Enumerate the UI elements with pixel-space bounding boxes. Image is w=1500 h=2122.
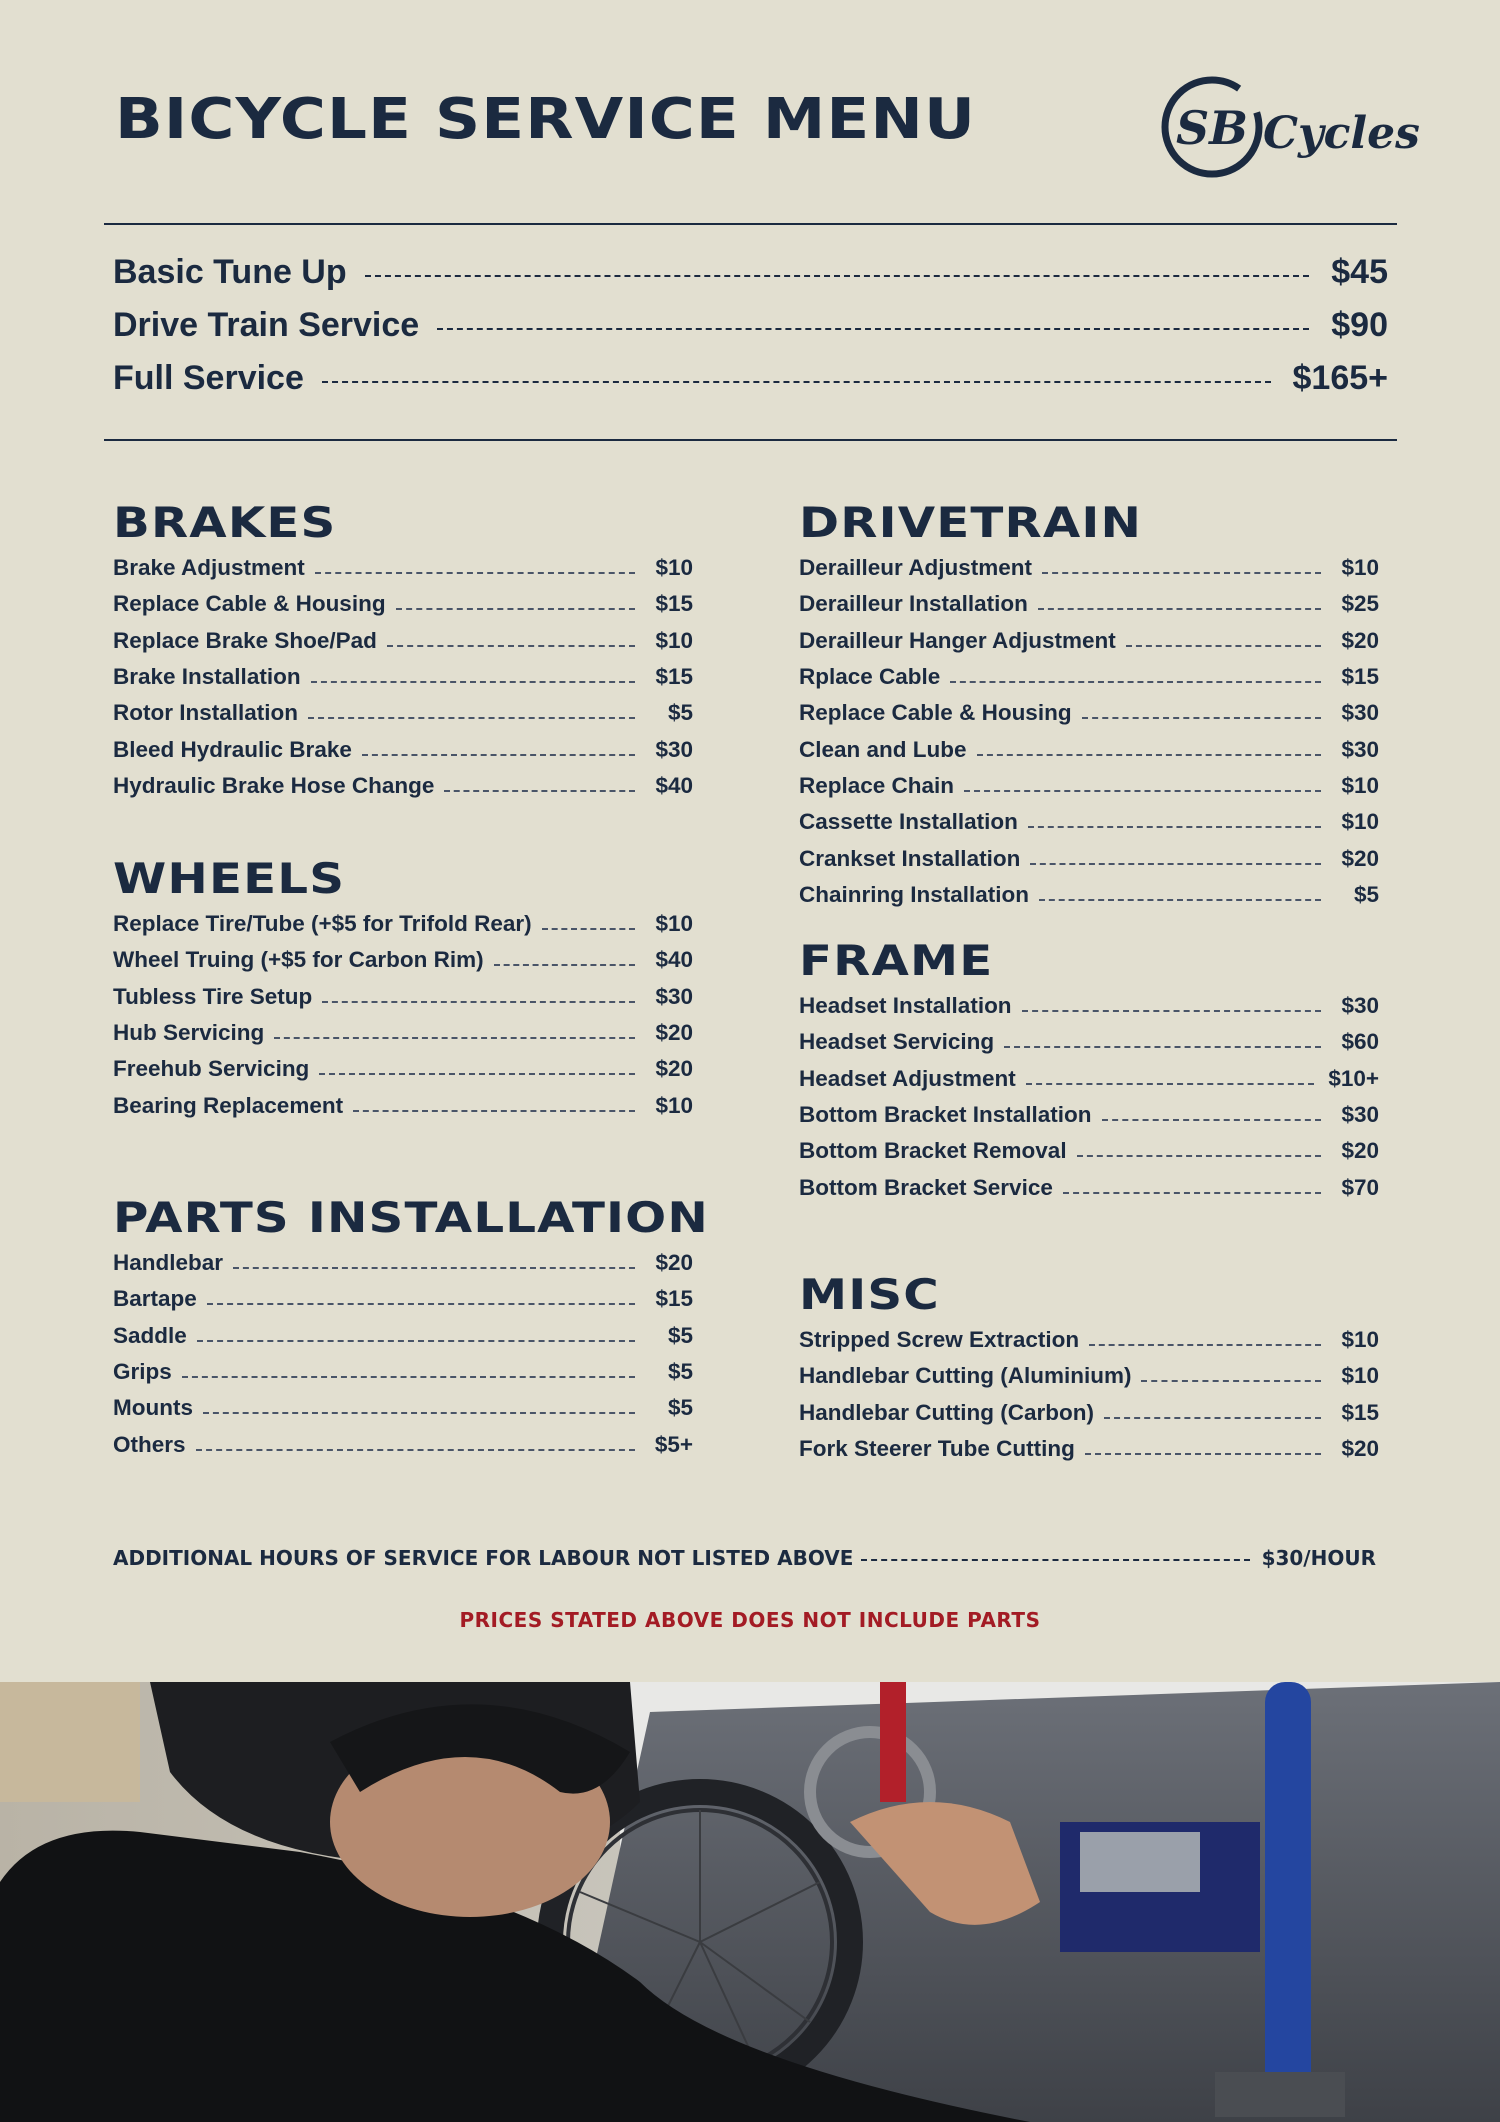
section-title: WHEELS <box>113 854 346 903</box>
service-price: $5 <box>667 1395 693 1421</box>
section-title: FRAME <box>799 936 994 985</box>
service-name: Bleed Hydraulic Brake <box>113 736 352 762</box>
section-title: MISC <box>799 1270 940 1319</box>
service-price: $20 <box>655 1056 693 1082</box>
service-row <box>113 695 693 731</box>
service-price: $5 <box>667 700 693 726</box>
service-name: Bottom Bracket Service <box>799 1174 1053 1200</box>
sb-cycles-logo <box>1160 70 1420 185</box>
service-name: Clean and Lube <box>799 736 967 762</box>
service-name: Headset Installation <box>799 993 1012 1019</box>
service-name: Fork Steerer Tube Cutting <box>799 1436 1075 1462</box>
service-row <box>113 1354 693 1390</box>
service-row <box>113 906 693 942</box>
service-row <box>113 768 693 804</box>
service-row <box>799 1358 1379 1394</box>
dotted-leader <box>197 1340 635 1342</box>
dotted-leader <box>977 754 1321 756</box>
service-row <box>113 731 693 767</box>
section-title: BRAKES <box>113 498 337 547</box>
wheels-section <box>113 854 693 1124</box>
service-name: Brake Adjustment <box>113 555 305 581</box>
package-price: $165+ <box>1292 358 1388 397</box>
dotted-leader <box>1004 1046 1321 1048</box>
service-name: Handlebar <box>113 1250 224 1276</box>
dotted-leader <box>494 964 635 966</box>
dotted-leader <box>322 381 1271 383</box>
service-row <box>799 804 1379 840</box>
svg-text:Cycles: Cycles <box>1263 108 1420 159</box>
dotted-leader <box>1126 645 1321 647</box>
dotted-leader <box>964 790 1321 792</box>
dotted-leader <box>203 1412 635 1414</box>
service-name: Replace Chain <box>799 772 955 798</box>
dotted-leader <box>861 1559 1249 1561</box>
service-price: $20 <box>655 1250 693 1276</box>
service-name: Grips <box>113 1359 172 1385</box>
dotted-leader <box>1085 1453 1321 1455</box>
service-price: $10 <box>1341 1327 1379 1353</box>
dotted-leader <box>1039 899 1321 901</box>
service-price: $15 <box>655 1286 693 1312</box>
package-name: Full Service <box>113 358 304 397</box>
dotted-leader <box>1030 863 1321 865</box>
service-name: Derailleur Hanger Adjustment <box>799 627 1116 653</box>
service-row <box>799 1133 1379 1169</box>
service-name: Handlebar Cutting (Aluminium) <box>799 1363 1132 1389</box>
dotted-leader <box>1077 1155 1321 1157</box>
service-price: $40 <box>655 947 693 973</box>
service-price: $70 <box>1341 1174 1379 1200</box>
dotted-leader <box>365 275 1310 277</box>
service-row <box>113 1318 693 1354</box>
misc-section <box>799 1270 1379 1467</box>
service-name: Crankset Installation <box>799 845 1021 871</box>
labour-price: $30/HOUR <box>1261 1546 1376 1570</box>
dotted-leader <box>444 790 635 792</box>
service-price: $20 <box>1341 627 1379 653</box>
dotted-leader <box>396 608 635 610</box>
dotted-leader <box>274 1037 635 1039</box>
service-price: $5 <box>667 1322 693 1348</box>
svg-text:SB: SB <box>1175 101 1249 155</box>
service-price: $15 <box>1341 664 1379 690</box>
frame-section <box>799 936 1379 1206</box>
service-name: Freehub Servicing <box>113 1056 310 1082</box>
service-row <box>113 623 693 659</box>
dotted-leader <box>1063 1192 1321 1194</box>
dotted-leader <box>362 754 635 756</box>
service-row <box>113 1051 693 1087</box>
service-name: Tubless Tire Setup <box>113 983 313 1009</box>
parts-disclaimer: PRICES STATED ABOVE DOES NOT INCLUDE PARTS <box>459 1608 1041 1632</box>
dotted-leader <box>1028 826 1321 828</box>
service-name: Bearing Replacement <box>113 1092 344 1118</box>
dotted-leader <box>1089 1344 1321 1346</box>
service-row <box>113 586 693 622</box>
parts-installation-section <box>113 1193 709 1463</box>
service-row <box>113 942 693 978</box>
dotted-leader <box>950 681 1321 683</box>
service-price: $20 <box>1341 845 1379 871</box>
service-price: $25 <box>1341 591 1379 617</box>
dotted-leader <box>1026 1083 1315 1085</box>
dotted-leader <box>196 1449 635 1451</box>
service-price: $30 <box>1341 1102 1379 1128</box>
service-price: $5 <box>667 1359 693 1385</box>
package-row <box>113 352 1388 404</box>
section-title: PARTS INSTALLATION <box>113 1193 709 1242</box>
service-price: $10 <box>655 1092 693 1118</box>
service-price: $30 <box>655 983 693 1009</box>
dotted-leader <box>1082 717 1321 719</box>
service-row <box>113 1015 693 1051</box>
service-row <box>113 659 693 695</box>
service-name: Bottom Bracket Installation <box>799 1102 1092 1128</box>
mechanic-photo <box>0 1682 1500 2122</box>
package-row <box>113 299 1388 351</box>
service-name: Rplace Cable <box>799 664 941 690</box>
dotted-leader <box>233 1267 635 1269</box>
service-name: Mounts <box>113 1395 193 1421</box>
service-row <box>799 695 1379 731</box>
dotted-leader <box>1104 1417 1321 1419</box>
dotted-leader <box>353 1110 635 1112</box>
dotted-leader <box>1102 1119 1321 1121</box>
service-row <box>799 1097 1379 1133</box>
service-price: $30 <box>655 736 693 762</box>
service-row <box>113 1390 693 1426</box>
package-name: Basic Tune Up <box>113 252 347 291</box>
service-name: Cassette Installation <box>799 809 1018 835</box>
package-name: Drive Train Service <box>113 305 420 344</box>
service-price: $10 <box>1341 1363 1379 1389</box>
dotted-leader <box>1022 1010 1321 1012</box>
service-price: $30 <box>1341 736 1379 762</box>
package-row <box>113 246 1388 298</box>
service-price: $5 <box>1353 881 1379 907</box>
dotted-leader <box>322 1001 635 1003</box>
service-name: Stripped Screw Extraction <box>799 1327 1080 1353</box>
service-row <box>113 1087 693 1123</box>
drivetrain-section <box>799 498 1379 913</box>
service-name: Bottom Bracket Removal <box>799 1138 1067 1164</box>
service-name: Headset Servicing <box>799 1029 995 1055</box>
section-title: DRIVETRAIN <box>799 498 1143 547</box>
service-price: $20 <box>1341 1138 1379 1164</box>
dotted-leader <box>1042 572 1321 574</box>
service-price: $10 <box>1341 555 1379 581</box>
service-row <box>799 659 1379 695</box>
service-name: Wheel Truing (+$5 for Carbon Rim) <box>113 947 484 973</box>
service-name: Derailleur Installation <box>799 591 1028 617</box>
service-row <box>799 840 1379 876</box>
service-name: Replace Brake Shoe/Pad <box>113 627 377 653</box>
dotted-leader <box>308 717 635 719</box>
service-price: $10 <box>1341 772 1379 798</box>
service-row <box>113 1245 693 1281</box>
dotted-leader <box>311 681 635 683</box>
service-row <box>799 1169 1379 1205</box>
service-price: $10 <box>655 911 693 937</box>
service-name: Headset Adjustment <box>799 1065 1016 1091</box>
service-name: Replace Cable & Housing <box>799 700 1072 726</box>
service-name: Replace Tire/Tube (+$5 for Trifold Rear) <box>113 911 532 937</box>
service-price: $10 <box>1341 809 1379 835</box>
service-row <box>799 1322 1379 1358</box>
labour-text: ADDITIONAL HOURS OF SERVICE FOR LABOUR NOT LISTED ABOVE <box>113 1546 854 1570</box>
service-price: $15 <box>1341 1399 1379 1425</box>
service-price: $30 <box>1341 700 1379 726</box>
dotted-leader <box>319 1073 635 1075</box>
service-row <box>799 877 1379 913</box>
service-price: $15 <box>655 591 693 617</box>
package-price: $45 <box>1331 252 1388 291</box>
dotted-leader <box>182 1376 635 1378</box>
dotted-leader <box>207 1303 635 1305</box>
dotted-leader <box>387 645 635 647</box>
service-name: Others <box>113 1431 186 1457</box>
service-price: $20 <box>655 1020 693 1046</box>
service-row <box>799 1024 1379 1060</box>
top-divider <box>104 223 1397 225</box>
service-name: Bartape <box>113 1286 197 1312</box>
service-name: Rotor Installation <box>113 700 298 726</box>
service-row <box>799 1061 1379 1097</box>
service-price: $60 <box>1341 1029 1379 1055</box>
service-name: Saddle <box>113 1322 187 1348</box>
service-row <box>799 988 1379 1024</box>
service-row <box>799 550 1379 586</box>
dotted-leader <box>437 328 1309 330</box>
service-row <box>799 768 1379 804</box>
service-row <box>799 586 1379 622</box>
bottom-divider <box>104 439 1397 441</box>
service-price: $10 <box>655 627 693 653</box>
service-row <box>113 1426 693 1462</box>
service-row <box>113 1281 693 1317</box>
service-price: $40 <box>655 772 693 798</box>
brakes-section <box>113 498 693 804</box>
service-name: Brake Installation <box>113 664 301 690</box>
service-name: Hub Servicing <box>113 1020 265 1046</box>
package-price: $90 <box>1331 305 1388 344</box>
service-name: Derailleur Adjustment <box>799 555 1032 581</box>
labour-line <box>113 1546 1376 1570</box>
service-price: $20 <box>1341 1436 1379 1462</box>
dotted-leader <box>315 572 635 574</box>
page-title: BICYCLE SERVICE MENU <box>115 87 977 152</box>
dotted-leader <box>542 928 635 930</box>
service-row <box>799 1431 1379 1467</box>
service-price: $30 <box>1341 993 1379 1019</box>
service-row <box>799 731 1379 767</box>
service-row <box>113 550 693 586</box>
service-row <box>113 979 693 1015</box>
service-price: $10 <box>655 555 693 581</box>
service-name: Chainring Installation <box>799 881 1030 907</box>
service-price: $5+ <box>654 1431 693 1457</box>
service-row <box>799 1395 1379 1431</box>
service-name: Replace Cable & Housing <box>113 591 386 617</box>
dotted-leader <box>1038 608 1321 610</box>
service-name: Hydraulic Brake Hose Change <box>113 772 435 798</box>
service-name: Handlebar Cutting (Carbon) <box>799 1399 1094 1425</box>
service-price: $10+ <box>1328 1065 1379 1091</box>
service-row <box>799 623 1379 659</box>
dotted-leader <box>1141 1380 1321 1382</box>
service-price: $15 <box>655 664 693 690</box>
